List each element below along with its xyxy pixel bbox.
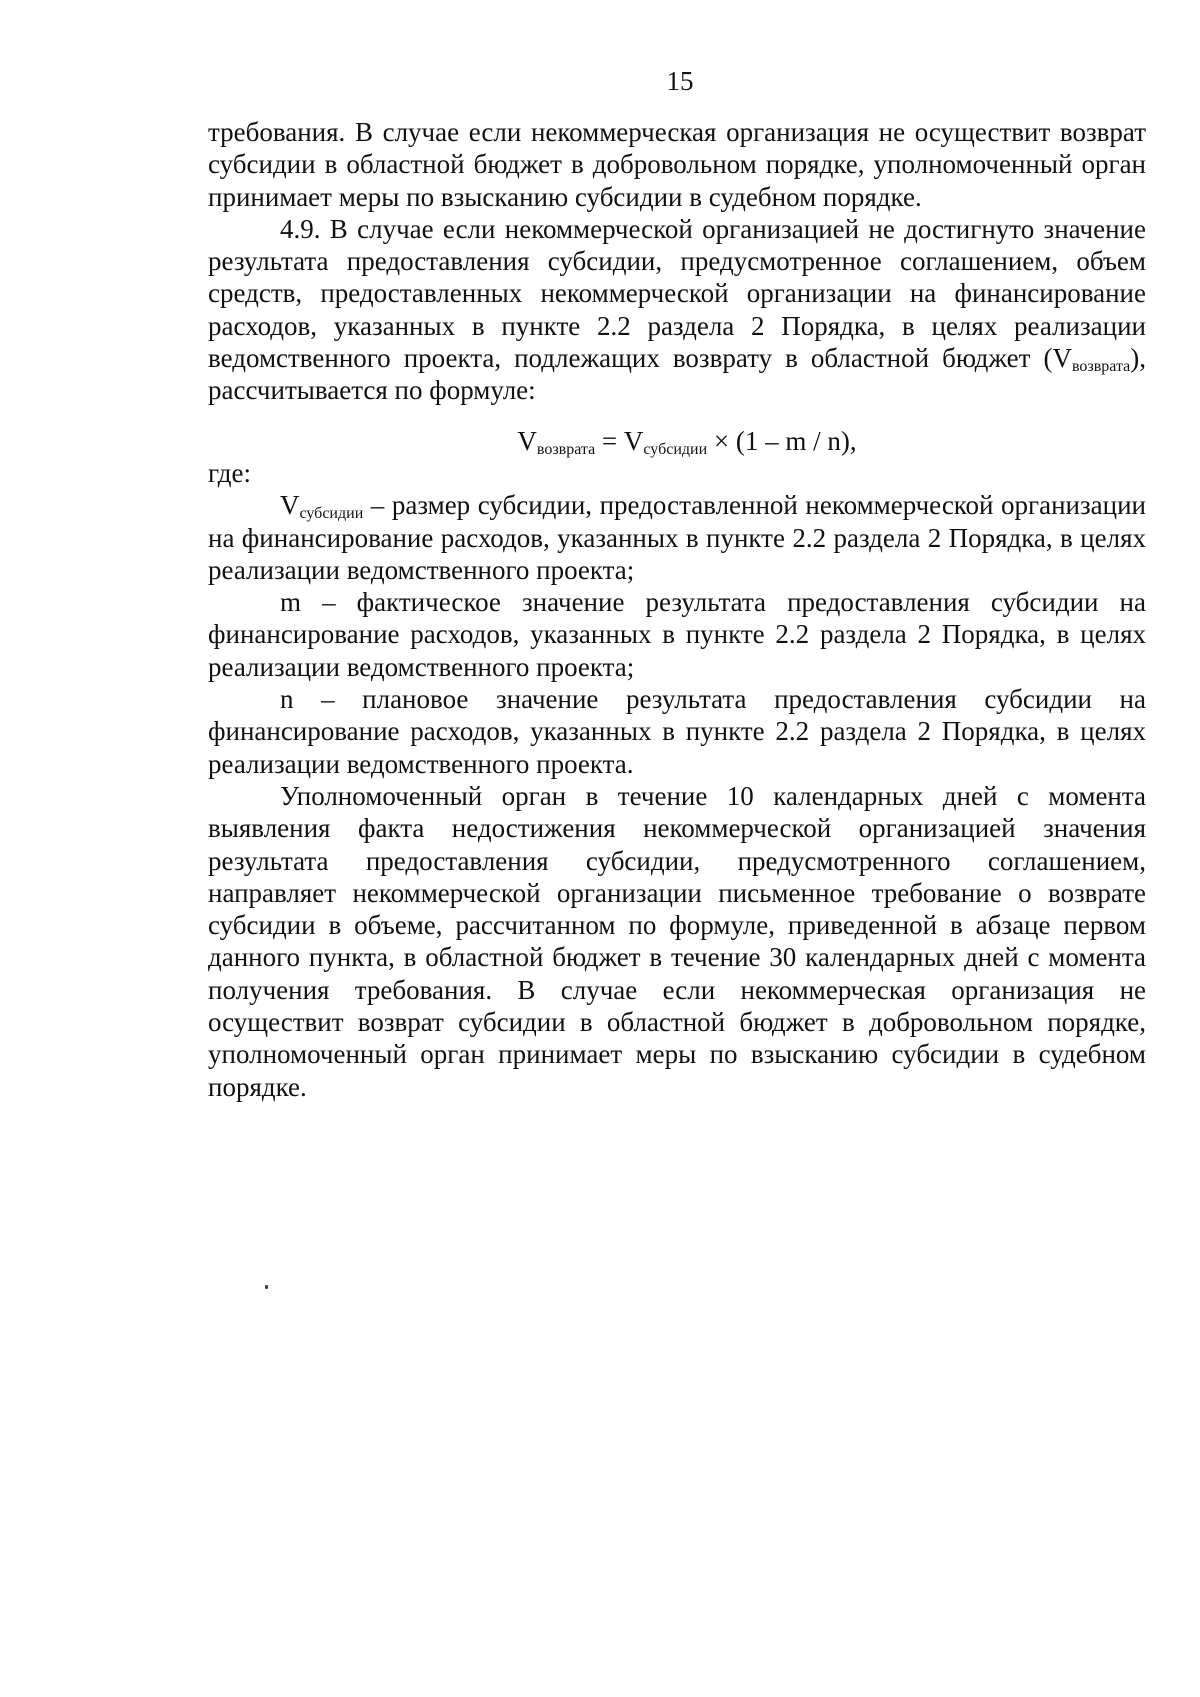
v-symbol: V [1052,343,1072,374]
formula-mid: = V [595,425,644,456]
formula [208,425,1146,457]
def-v-subscript: субсидии [299,505,364,523]
paragraph-4-9 [208,213,1146,407]
formula-v1: V [517,425,537,456]
page-number: 15 [666,66,694,96]
paragraph-continuation: требования. В случае если некоммерческая организация не осуществит возврат субсидии в областной бюджет в добровольном порядке, уполномоченный орган принимает меры по взысканию субсидии в судебном порядке. [208,117,1146,212]
def-v-symbol: V [280,490,300,521]
formula-sub2: субсидии [643,440,708,458]
formula-tail: × (1 – m / n), [707,425,857,456]
paragraph-4-9-text: 4.9. В случае если некоммерческой организацией не достигнуто значение результата предоставления субсидии, предусмотренное соглашением, объем средств, предоставленных некоммерческой организации на финансирование расходов, указанных в пункте 2.2 раздела 2 Порядка, в целях реализации ведомственного проекта, подлежащих возврату в областной бюджет ( [208,213,1146,374]
where-label: где: [208,457,251,488]
paragraph-final: Уполномоченный орган в течение 10 календарных дней с момента выявления факта недостижения некоммерческой организацией значения результата предоставления субсидии, предусмотренного соглашением, направляет некоммерческой организации письменное требование о возврате субсидии в объеме, рассчитанном по формуле, приведенной в абзаце первом данного пункта, в областной бюджет в течение 30 календарных дней с момента получения требования. В случае если некоммерческая организация не осуществит возврат субсидии в областной бюджет в добровольном порядке, уполномоченный орган принимает меры по взысканию субсидии в судебном порядке. [208,780,1146,1102]
paragraph-4-9-tail: ), рассчитывается по формуле: [208,343,1146,406]
v-subscript: возврата [1071,358,1131,376]
document-body [208,116,1146,1103]
scan-speck [265,1285,268,1289]
definition-v-subsidii [208,489,1146,586]
definition-n: n – плановое значение результата предоставления субсидии на финансирование расходов, указанных в пункте 2.2 раздела 2 Порядка, в целях реализации ведомственного проекта. [208,684,1146,779]
formula-sub1: возврата [536,440,596,458]
def-v-text: – размер субсидии, предоставленной некоммерческой организации на финансирование расходов, указанных в пункте 2.2 раздела 2 Порядка, в целях реализации ведомственного проекта; [208,490,1146,585]
definition-m: m – фактическое значение результата предоставления субсидии на финансирование расходов, указанных в пункте 2.2 раздела 2 Порядка, в целях реализации ведомственного проекта; [208,587,1146,682]
